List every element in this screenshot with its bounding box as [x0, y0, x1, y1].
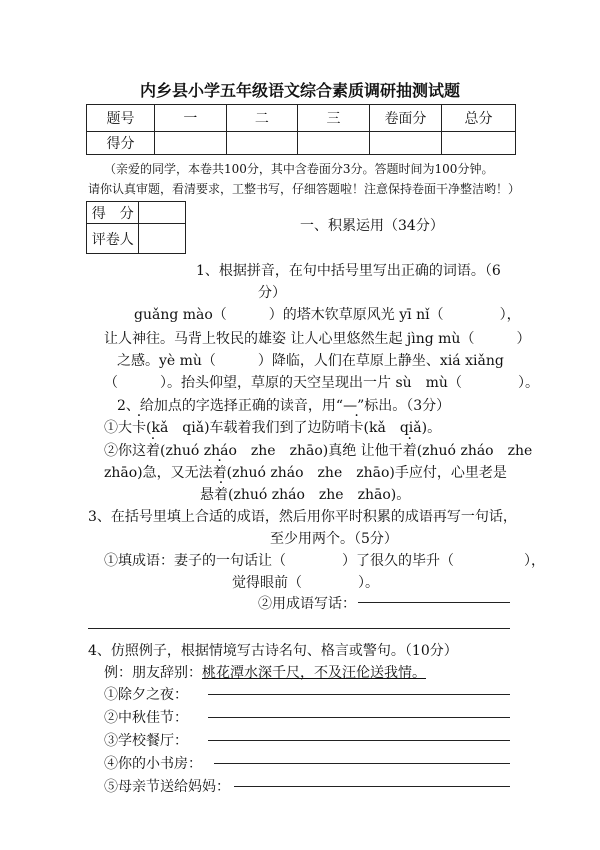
question-text: guǎng mào（ ）的塔木钦草原风光 yī nǐ（ ）， — [134, 307, 521, 323]
text-segment: (kǎ qiǎ)。 — [363, 420, 442, 436]
dotted-char: 着 — [146, 443, 160, 459]
text-segment: (kǎ qiǎ)车载着我们到了边防哨 — [146, 420, 350, 436]
text-segment: (zhuó zháo zhe zhāo)。 — [228, 487, 411, 503]
item-label: ③学校餐厅： — [104, 733, 188, 749]
question-prompt: 3、在括号里填上合适的成语，然后用你平时积累的成语再写一句话， — [88, 509, 517, 525]
text-segment: (zhuó zháo zhe zhāo)手应付，心里老是 — [226, 465, 507, 481]
score-cell[interactable] — [369, 132, 441, 155]
question-text: 之感。yè mù（ ）降临，人们在草原上静坐、xiá xiǎng — [117, 353, 504, 369]
header-cell: 三 — [298, 105, 370, 132]
score-table — [86, 104, 516, 155]
example-label: 例：朋友辞别： — [104, 665, 202, 681]
grader-label: 评卷人 — [87, 224, 139, 254]
dotted-char: 卡 — [132, 420, 146, 436]
score-entry[interactable] — [139, 202, 186, 224]
answer-line[interactable] — [88, 628, 510, 629]
header-cell: 题号 — [87, 105, 155, 132]
question-text: ①填成语：妻子的一句话让（ ）了很久的毕升（ ）， — [104, 553, 545, 569]
notice-line: （亲爱的同学，本卷共100分，其中含卷面分3分。答题时间为100分钟。 — [104, 162, 494, 176]
header-cell: 一 — [155, 105, 227, 132]
answer-line[interactable] — [208, 694, 510, 695]
item-label: ④你的小书房： — [104, 756, 202, 772]
answer-line[interactable] — [208, 717, 510, 718]
text-segment: (zhuó zháo zhe — [416, 443, 533, 459]
example-answer: 桃花潭水深千尺，不及汪伦送我情。 — [202, 665, 426, 681]
dotted-char: 着 — [214, 487, 228, 503]
dotted-char: 着 — [212, 465, 227, 481]
score-label: 得 分 — [87, 202, 139, 224]
header-cell: 总分 — [442, 105, 516, 132]
header-cell: 二 — [226, 105, 298, 132]
score-cell[interactable] — [298, 132, 370, 155]
header-cell: 卷面分 — [369, 105, 441, 132]
score-table-header-row — [87, 105, 516, 132]
row-label: 得分 — [87, 132, 155, 155]
text-segment: ②你这 — [104, 443, 146, 459]
grader-box — [86, 201, 186, 254]
section-heading: 一、积累运用（34分） — [300, 218, 444, 234]
question-prompt: 2、给加点的字选择正确的读音，用“—”标出。（3分） — [117, 398, 451, 414]
question-text — [200, 484, 410, 504]
question-prompt: 至少用两个。（5分） — [270, 531, 398, 547]
item-label: ①除夕之夜： — [104, 687, 188, 703]
score-cell[interactable] — [226, 132, 298, 155]
question-text: 觉得眼前（ ）。 — [232, 575, 379, 591]
write-label: ②用成语写话： — [258, 596, 356, 612]
text-segment: (zhuó zháo zhe zhāo)真绝 让他干 — [160, 443, 403, 459]
example-line — [104, 662, 426, 682]
dotted-char: 着 — [402, 443, 417, 459]
score-cell[interactable] — [155, 132, 227, 155]
text-segment: zhāo)急，又无法 — [104, 465, 213, 481]
text-segment: ①大 — [104, 420, 132, 436]
question-text — [104, 440, 532, 460]
text-segment: 悬 — [200, 487, 214, 503]
score-table-score-row — [87, 132, 516, 155]
grader-entry[interactable] — [139, 224, 186, 254]
page-title: 内乡县小学五年级语文综合素质调研抽测试题 — [139, 81, 460, 100]
answer-line[interactable] — [358, 602, 510, 603]
answer-line[interactable] — [208, 740, 510, 741]
question-text: （ ）。抬头仰望，草原的天空呈现出一片 sù mù（ ）。 — [104, 375, 539, 391]
question-prompt: 分） — [258, 285, 286, 301]
score-cell[interactable] — [442, 132, 516, 155]
dotted-char: 卡 — [349, 420, 364, 436]
item-label: ⑤母亲节送给妈妈： — [104, 779, 230, 795]
question-prompt: 1、根据拼音，在句中括号里写出正确的词语。（6 — [196, 263, 501, 279]
item-label: ②中秋佳节： — [104, 710, 188, 726]
answer-line[interactable] — [234, 786, 510, 787]
question-text: 让人神往。马背上牧民的雄姿 让人心里悠然生起 jìng mù（ ） — [104, 331, 531, 347]
question-text — [104, 462, 507, 482]
answer-line[interactable] — [214, 763, 510, 764]
question-prompt: 4、仿照例子，根据情境写古诗名句、格言或警句。（10分） — [88, 643, 458, 659]
notice-line: 请你认真审题，看清要求，工整书写，仔细答题啦！注意保持卷面干净整洁哟！） — [88, 182, 521, 196]
